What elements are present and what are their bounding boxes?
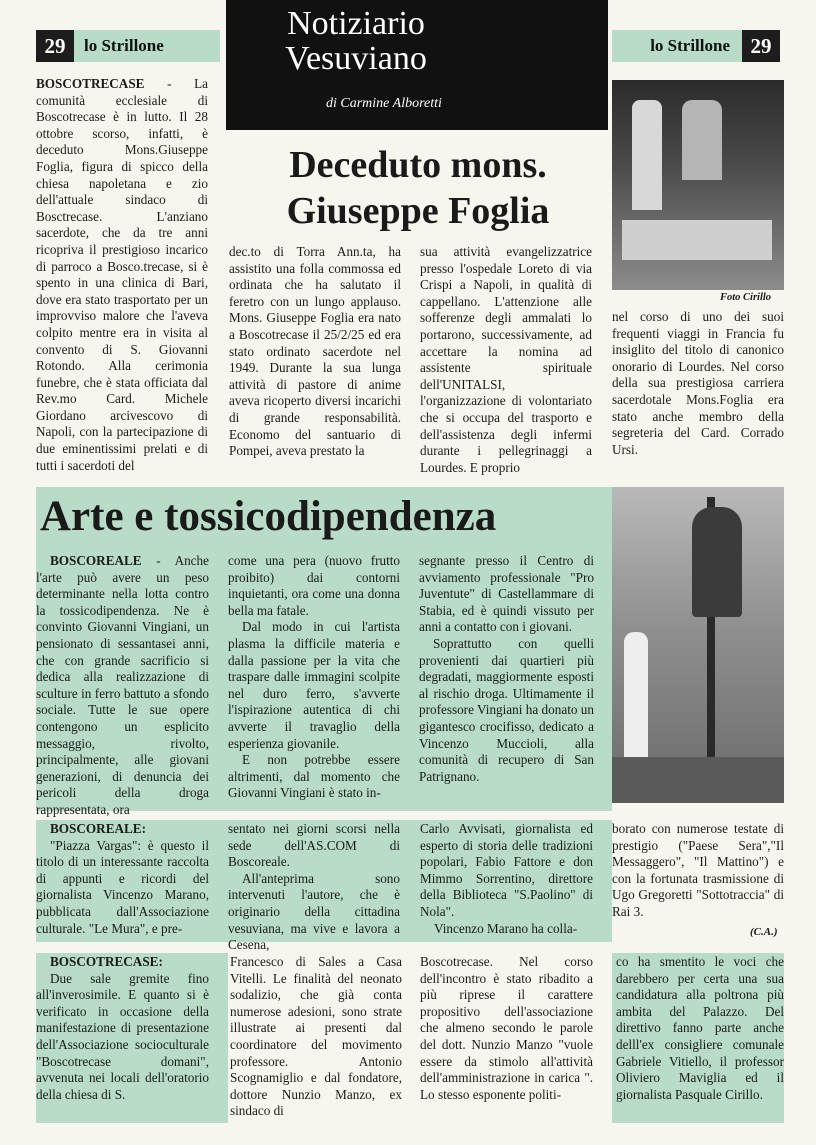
coffin bbox=[622, 220, 772, 260]
ground bbox=[612, 757, 784, 803]
article1-col1-text: - La comunità ecclesiale di Boscotrecase è in lutto. Il 28 ottobre scorso, infatti, è deceduto Mons.Giuseppe Foglia, figura di spicco della chiesa napoletana e zio dell'attuale sindaco di Bosctrecase. L'anziano sacerdote, che da tre anni ricopriva il prestigioso incarico di parroco a Bosco.trecase, si è spento in una clinica di Bari, dove era stato trasportato per un improvviso malore che l'aveva colpito mentre era in visita al convento di S. Giovanni Rotondo. Alla cerimonia funebre, che è stata officiata dal Rev.mo Card. Michele Giordano arcivescovo di Napoli, con la partecipazione di due eminentissimi prelati e di tutti i sacerdoti del bbox=[36, 76, 208, 473]
figure-priest bbox=[632, 100, 662, 210]
masthead-line1: Notiziario bbox=[287, 5, 425, 42]
byline: di Carmine Alboretti bbox=[326, 96, 442, 111]
article2-title: Arte e tossicodipendenza bbox=[40, 493, 497, 540]
figure-priest bbox=[682, 100, 722, 180]
article1-col2 bbox=[229, 244, 401, 464]
article4-col2 bbox=[230, 954, 402, 1122]
title-line1: Deceduto mons. bbox=[289, 144, 547, 186]
title-line2: Giuseppe Foglia bbox=[286, 190, 550, 232]
page-number: 29 bbox=[36, 30, 74, 62]
article4-col1-text: Due sale gremite fino all'inverosimile. E quanto si è verificato in occasione della manifestazione di presentazione dell'Associazione socioculturale "Boscotrecase domani", avvenuta nei locali dell'oratorio della chiesa di S. bbox=[36, 970, 209, 1102]
article3-col2-p2: All'anteprima sono intervenuti l'autore, che è originario della cittadina vesuviana, ma vive e lavora a Cesena, bbox=[228, 870, 400, 953]
dateline: BOSCOREALE bbox=[50, 553, 142, 568]
article3-col1-text: "Piazza Vargas": è questo il titolo di un interessante raccolta di appunti e ricordi del giornalista Vincenzo Marano, pubblicata dall'Associazione culturale. "Le Mura", e pre- bbox=[36, 837, 209, 936]
article2-col3 bbox=[419, 553, 594, 809]
article2-col2-p2: Dal modo in cui l'artista plasma la difficile materia e dalla passione per la vita che traspare dalle immagini scolpite nel duro ferro, s'avverte l'ispirazione autentica di chi avverte il travaglio della esperienza giovanile. bbox=[228, 619, 400, 751]
article2-col1 bbox=[36, 553, 209, 817]
sculpture bbox=[692, 507, 742, 617]
article3-col1 bbox=[36, 821, 209, 939]
article3-col4 bbox=[612, 821, 784, 921]
paper-name: lo Strillone bbox=[612, 30, 742, 62]
masthead-line2: Vesuviano bbox=[285, 40, 427, 77]
article1-col4-text: nel corso di uno dei suoi frequenti viaggi in Francia fu insiglito del titolo di canonico onorario di Lourdes. Nel corso della sua prestigiosa carriera sacerdotale Mons.Foglia era stato anche membro della segreteria del Card. Corrado Ursi. bbox=[612, 309, 784, 457]
figure-man bbox=[624, 632, 648, 762]
photo-sculptor bbox=[612, 487, 784, 803]
article3-col2 bbox=[228, 821, 400, 953]
article1-col3-text: sua attività evangelizzatrice presso l'ospedale Loreto di via Crispi a Napoli, in qualità di cappellano. L'attenzione alle sofferenze degli ammalati lo portarono, successivamente, ad accettare la nomina ad assistente spirituale dell'UNITALSI, l'organizzazione di volontariato che si occupa del trasporto e dell'assistenza degli infermi durante i pellegrinaggi a Lourdes. E proprio bbox=[420, 244, 592, 475]
signature: (C.A.) bbox=[750, 926, 778, 938]
masthead bbox=[226, 0, 608, 130]
dateline: BOSCOTRECASE bbox=[36, 76, 145, 91]
article4-head: BOSCOTRECASE: bbox=[50, 954, 163, 969]
article3-col3 bbox=[420, 821, 593, 939]
article2-col2 bbox=[228, 553, 400, 809]
article1-col1 bbox=[36, 76, 208, 473]
masthead-title bbox=[226, 6, 486, 76]
article4-col2-text: Francesco di Sales a Casa Vitelli. Le finalità del neonato sodalizio, che già conta numerose adesioni, sono strate illustrate ai presenti dal coordinatore del movimento professore. Antonio Scognamiglio e dal fondatore, dottore Nunzio Manzo, ex sindaco di bbox=[230, 954, 402, 1119]
article3-col4-text: borato con numerose testate di prestigio ("Paese Sera","Il Messaggero", "Il Mattino") e con la fortunata trasmissione di Ugo Gregoretti "Sottotraccia" di Rai 3. bbox=[612, 821, 784, 919]
article4-col4-text: co ha smentito le voci che darebbero per certa una sua candidatura alla poltrona più ambita del Palazzo. Del direttivo fanno parte anche delll'ex consigliere comunale Gabriele Vitiello, il professor Oliviero Maviglia ed il giornalista Pasquale Cirillo. bbox=[616, 954, 784, 1102]
article3-col3-p1: Carlo Avvisati, giornalista ed esperto di storia delle tradizioni popolari, Fabio Fattore e don Mimmo Sorrentino, direttore della Biblioteca "S.Paolino" di Nola". bbox=[420, 821, 593, 919]
page-label-right bbox=[612, 30, 780, 62]
paper-name: lo Strillone bbox=[74, 30, 220, 62]
article3-col2-p1: sentato nei giorni scorsi nella sede dell'AS.COM di Boscoreale. bbox=[228, 821, 400, 870]
article2-col1-text: - Anche l'arte può avere un peso determinante nella lotta contro la tossicodipendenza. Ne è convinto Giovanni Vingiani, un pensionato di sessantasei anni, che con grande sacrificio si dedica alla realizzazione di sculture in ferro battuto a sfondo sociale. Tutte le sue opere contengono un esplicito messaggio, rivolto, principalmente, alle giovani generazioni, di denuncia dei pericoli della droga rappresentata, ora bbox=[36, 553, 209, 817]
article1-col2-text: dec.to di Torra Ann.ta, ha assistito una folla commossa ed ordinata che ha salutato il feretro con un lungo applauso. Mons. Giuseppe Foglia era nato a Boscotrecase il 25/2/25 ed era stato ordinato sacerdote nel 1949. Durante la sua lunga attività di pastore di anime aveva ricoperto diversi incarichi di grande responsabilità. Economo del santuario di Pompei, aveva prestato la bbox=[229, 244, 401, 459]
article2-title-band bbox=[36, 487, 612, 549]
article4-col3-text: Boscotrecase. Nel corso dell'incontro è stato ribadito a più riprese il carattere propositivo dell'associazione che almeno secondo le parole del dott. Nunzio Manzo "vuole essere da stimolo all'attività dell'amministrazione in carica ". Lo stesso esponente politi- bbox=[420, 954, 593, 1102]
page-number: 29 bbox=[742, 30, 780, 62]
article-title-foglia bbox=[226, 142, 610, 234]
article4-col1 bbox=[36, 954, 209, 1122]
article2-col3-p2: Soprattutto con quelli provenienti dai quartieri più degradati, maggiormente esposti al rischio droga. Ultimamente il professore Vingiani ha donato un gigantesco crocifisso, dedicato a Vincenzo Muccioli, alla comunità di recupero di San Patrignano. bbox=[419, 635, 594, 784]
article3-head: BOSCOREALE: bbox=[50, 821, 146, 836]
article4-col4 bbox=[616, 954, 784, 1122]
page-label-left bbox=[36, 30, 220, 62]
photo-funeral bbox=[612, 80, 784, 290]
photo-credit: Foto Cirillo bbox=[720, 292, 772, 303]
article1-col4 bbox=[612, 309, 784, 464]
article2-col2-p1: come una pera (nuovo frutto proibito) dai contorni inquietanti, ora come una donna bella ma fatale. bbox=[228, 553, 400, 618]
article1-col3 bbox=[420, 244, 592, 475]
article4-col3 bbox=[420, 954, 593, 1122]
article2-col3-p1: segnante presso il Centro di avviamento professionale "Pro Juventute" di Castellammare di Stabia, ed è quindi vissuto per anni a contatto con i giovani. bbox=[419, 553, 594, 635]
article3-col3-p2: Vincenzo Marano ha colla- bbox=[434, 920, 578, 936]
article2-col2-p3: E non potrebbe essere altrimenti, dal momento che Giovanni Vingiani è stato in- bbox=[228, 752, 400, 801]
